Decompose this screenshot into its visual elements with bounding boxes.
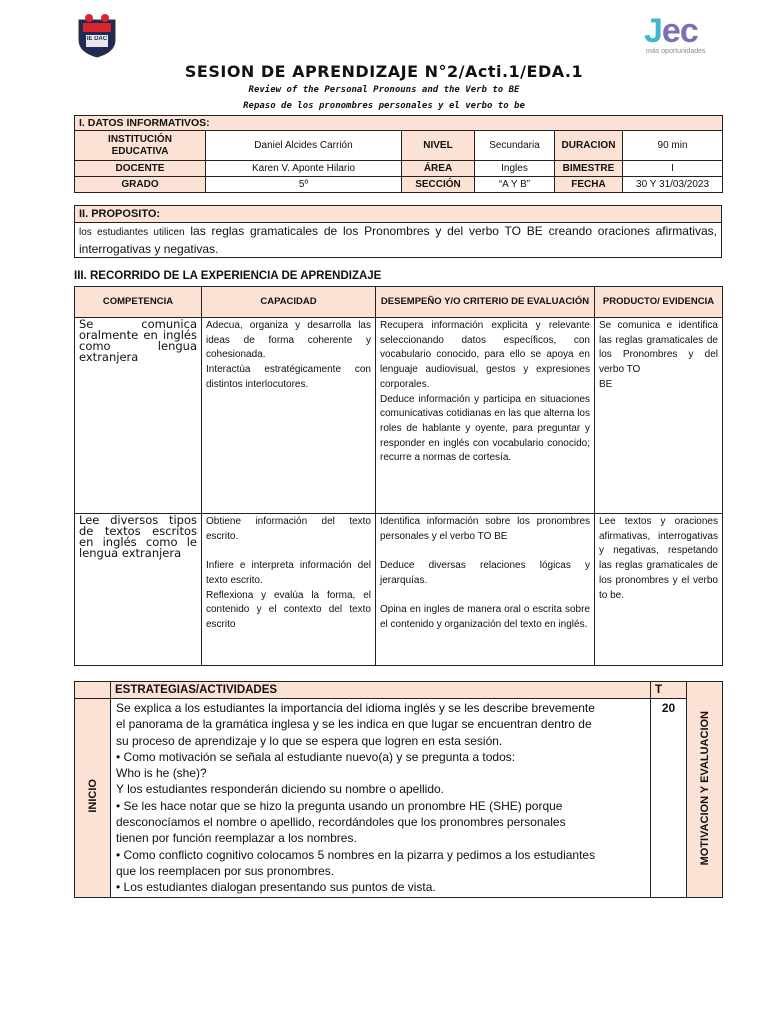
- list-item: • Se les hace notar que se hizo la pregunta usando un pronombre HE (SHE) porque: [116, 798, 563, 813]
- subtitle-spanish: Repaso de los pronombres personales y el verbo to be: [243, 101, 525, 111]
- section-datos-title: I. DATOS INFORMATIVOS:: [75, 116, 723, 131]
- school-logo: [74, 14, 120, 58]
- competencias-table: [74, 286, 723, 666]
- header-producto: PRODUCTO/ EVIDENCIA: [595, 287, 723, 318]
- school-logo-text: IE DAC: [86, 36, 108, 42]
- list-item: Se explica a los estudiantes la importancia del idioma inglés y se les describe brevemente: [116, 701, 595, 715]
- producto-cell: Se comunica e identifica las reglas gramaticales de los Pronombres y del verbo TO BE: [595, 318, 723, 514]
- jec-logo: [636, 14, 720, 58]
- seccion-label: SECCIÓN: [402, 177, 475, 193]
- proposito-table: [74, 205, 722, 258]
- list-item: • Como conflicto cognitivo colocamos 5 nombres en la pizarra y pedimos a los estudiantes: [116, 847, 596, 862]
- capacidad-cell: Obtiene información del texto escrito. Infiere e interpreta información del texto escrito. Reflexiona y evalúa la forma, el contenido y el contexto del texto escrito: [202, 514, 376, 666]
- duracion-label: DURACION: [555, 131, 623, 161]
- table-row: [75, 514, 723, 666]
- header-capacidad: CAPACIDAD: [202, 287, 376, 318]
- area-value: Ingles: [475, 161, 555, 177]
- side-label: MOTIVACION Y EVALUACION: [698, 710, 711, 865]
- competencia-cell: Lee diversos tipos de textos escritos en inglés como le lengua extranjera: [75, 514, 202, 666]
- jec-logo-text: Jec: [644, 12, 698, 50]
- capacidad-cell: Adecua, organiza y desarrolla las ideas de forma coherente y cohesionada. Interactúa estratégicamente con distintos interlocutores.: [202, 318, 376, 514]
- list-item: el panorama de la gramática inglesa y se les indica en que lugar se encuentran dentro de: [116, 717, 592, 732]
- list-item: su proceso de aprendizaje y lo que se espera que logren en esta sesión.: [116, 733, 503, 748]
- time-header: T: [651, 682, 687, 699]
- institucion-label: INSTITUCIÓN EDUCATIVA: [75, 131, 206, 161]
- proposito-lead: los estudiantes utilicen: [79, 227, 185, 238]
- proposito-text: [75, 223, 722, 258]
- docente-label: DOCENTE: [75, 161, 206, 177]
- datos-informativos-table: [74, 115, 723, 193]
- list-item: tienen por función reemplazar a los nombres.: [116, 831, 357, 846]
- proposito-body: las reglas gramaticales de los Pronombres y del verbo TO BE creando oraciones afirmativas, interrogativas y negativas.: [79, 224, 717, 256]
- page-title: SESION DE APRENDIZAJE N°2/Acti.1/EDA.1: [184, 62, 584, 81]
- estrategias-body: [111, 699, 651, 898]
- seccion-value: “A Y B”: [475, 177, 555, 193]
- nivel-value: Secundaria: [475, 131, 555, 161]
- list-item: • Los estudiantes dialogan presentando sus puntos de vista.: [116, 880, 436, 895]
- phase-label: INICIO: [86, 779, 99, 814]
- list-item: desconocíamos el nombre o apellido, recordándoles que los pronombres personales: [116, 815, 566, 830]
- list-item: • Como motivación se señala al estudiante nuevo(a) y se pregunta a todos:: [116, 749, 516, 764]
- duracion-value: 90 min: [623, 131, 723, 161]
- section-recorrido-title: III. RECORRIDO DE LA EXPERIENCIA DE APRENDIZAJE: [74, 270, 382, 282]
- list-item: Y los estudiantes responderán diciendo su nombre o apellido.: [116, 782, 444, 797]
- fecha-value: 30 Y 31/03/2023: [623, 177, 723, 193]
- desempeno-cell: Recupera información explicita y relevante seleccionando datos específicos, con vocabulario conocido, para ello se apoya en lenguaje audiovisual, gestos y expresiones corporales. Deduce información y participa en situaciones comunicativas cotidianas en las que alterna los roles de hablante y oyente, para preguntar y responder en inglés con vocabulario conocido; recurre a normas de cortesía.: [376, 318, 595, 514]
- estrategias-header: ESTRATEGIAS/ACTIVIDADES: [111, 682, 651, 699]
- side-label-cell: [687, 682, 723, 898]
- competencia-cell: Se comunica oralmente en inglés como lengua extranjera: [75, 318, 202, 514]
- desempeno-cell: Identifica información sobre los pronombres personales y el verbo TO BE Deduce diversas relaciones lógicas y jerarquías. Opina en ingles de manera oral o escrita sobre el contenido y organización del texto en inglés.: [376, 514, 595, 666]
- table-row: [75, 318, 723, 514]
- jec-logo-sub: más oportunidades: [646, 48, 706, 55]
- grado-label: GRADO: [75, 177, 206, 193]
- fecha-label: FECHA: [555, 177, 623, 193]
- section-proposito-title: II. PROPOSITO:: [75, 206, 722, 223]
- subtitle-english: Review of the Personal Pronouns and the Verb to BE: [248, 85, 520, 95]
- bimestre-value: I: [623, 161, 723, 177]
- grado-value: 5º: [206, 177, 402, 193]
- time-value: 20: [651, 699, 687, 898]
- area-label: ÁREA: [402, 161, 475, 177]
- estrategias-table: [74, 681, 723, 898]
- list-item: Who is he (she)?: [116, 766, 207, 781]
- list-item: que los reemplacen por sus pronombres.: [116, 863, 335, 878]
- header-competencia: COMPETENCIA: [75, 287, 202, 318]
- docente-value: Karen V. Aponte Hilario: [206, 161, 402, 177]
- phase-cell: [75, 699, 111, 898]
- producto-cell: Lee textos y oraciones afirmativas, interrogativas y negativas, respetando las reglas gramaticales de los pronombres y el verbo to be.: [595, 514, 723, 666]
- header-desempeno: DESEMPEÑO Y/O CRITERIO DE EVALUACIÓN: [376, 287, 595, 318]
- nivel-label: NIVEL: [402, 131, 475, 161]
- estrategias-header-blank: [75, 682, 111, 699]
- institucion-value: Daniel Alcides Carrión: [206, 131, 402, 161]
- bimestre-label: BIMESTRE: [555, 161, 623, 177]
